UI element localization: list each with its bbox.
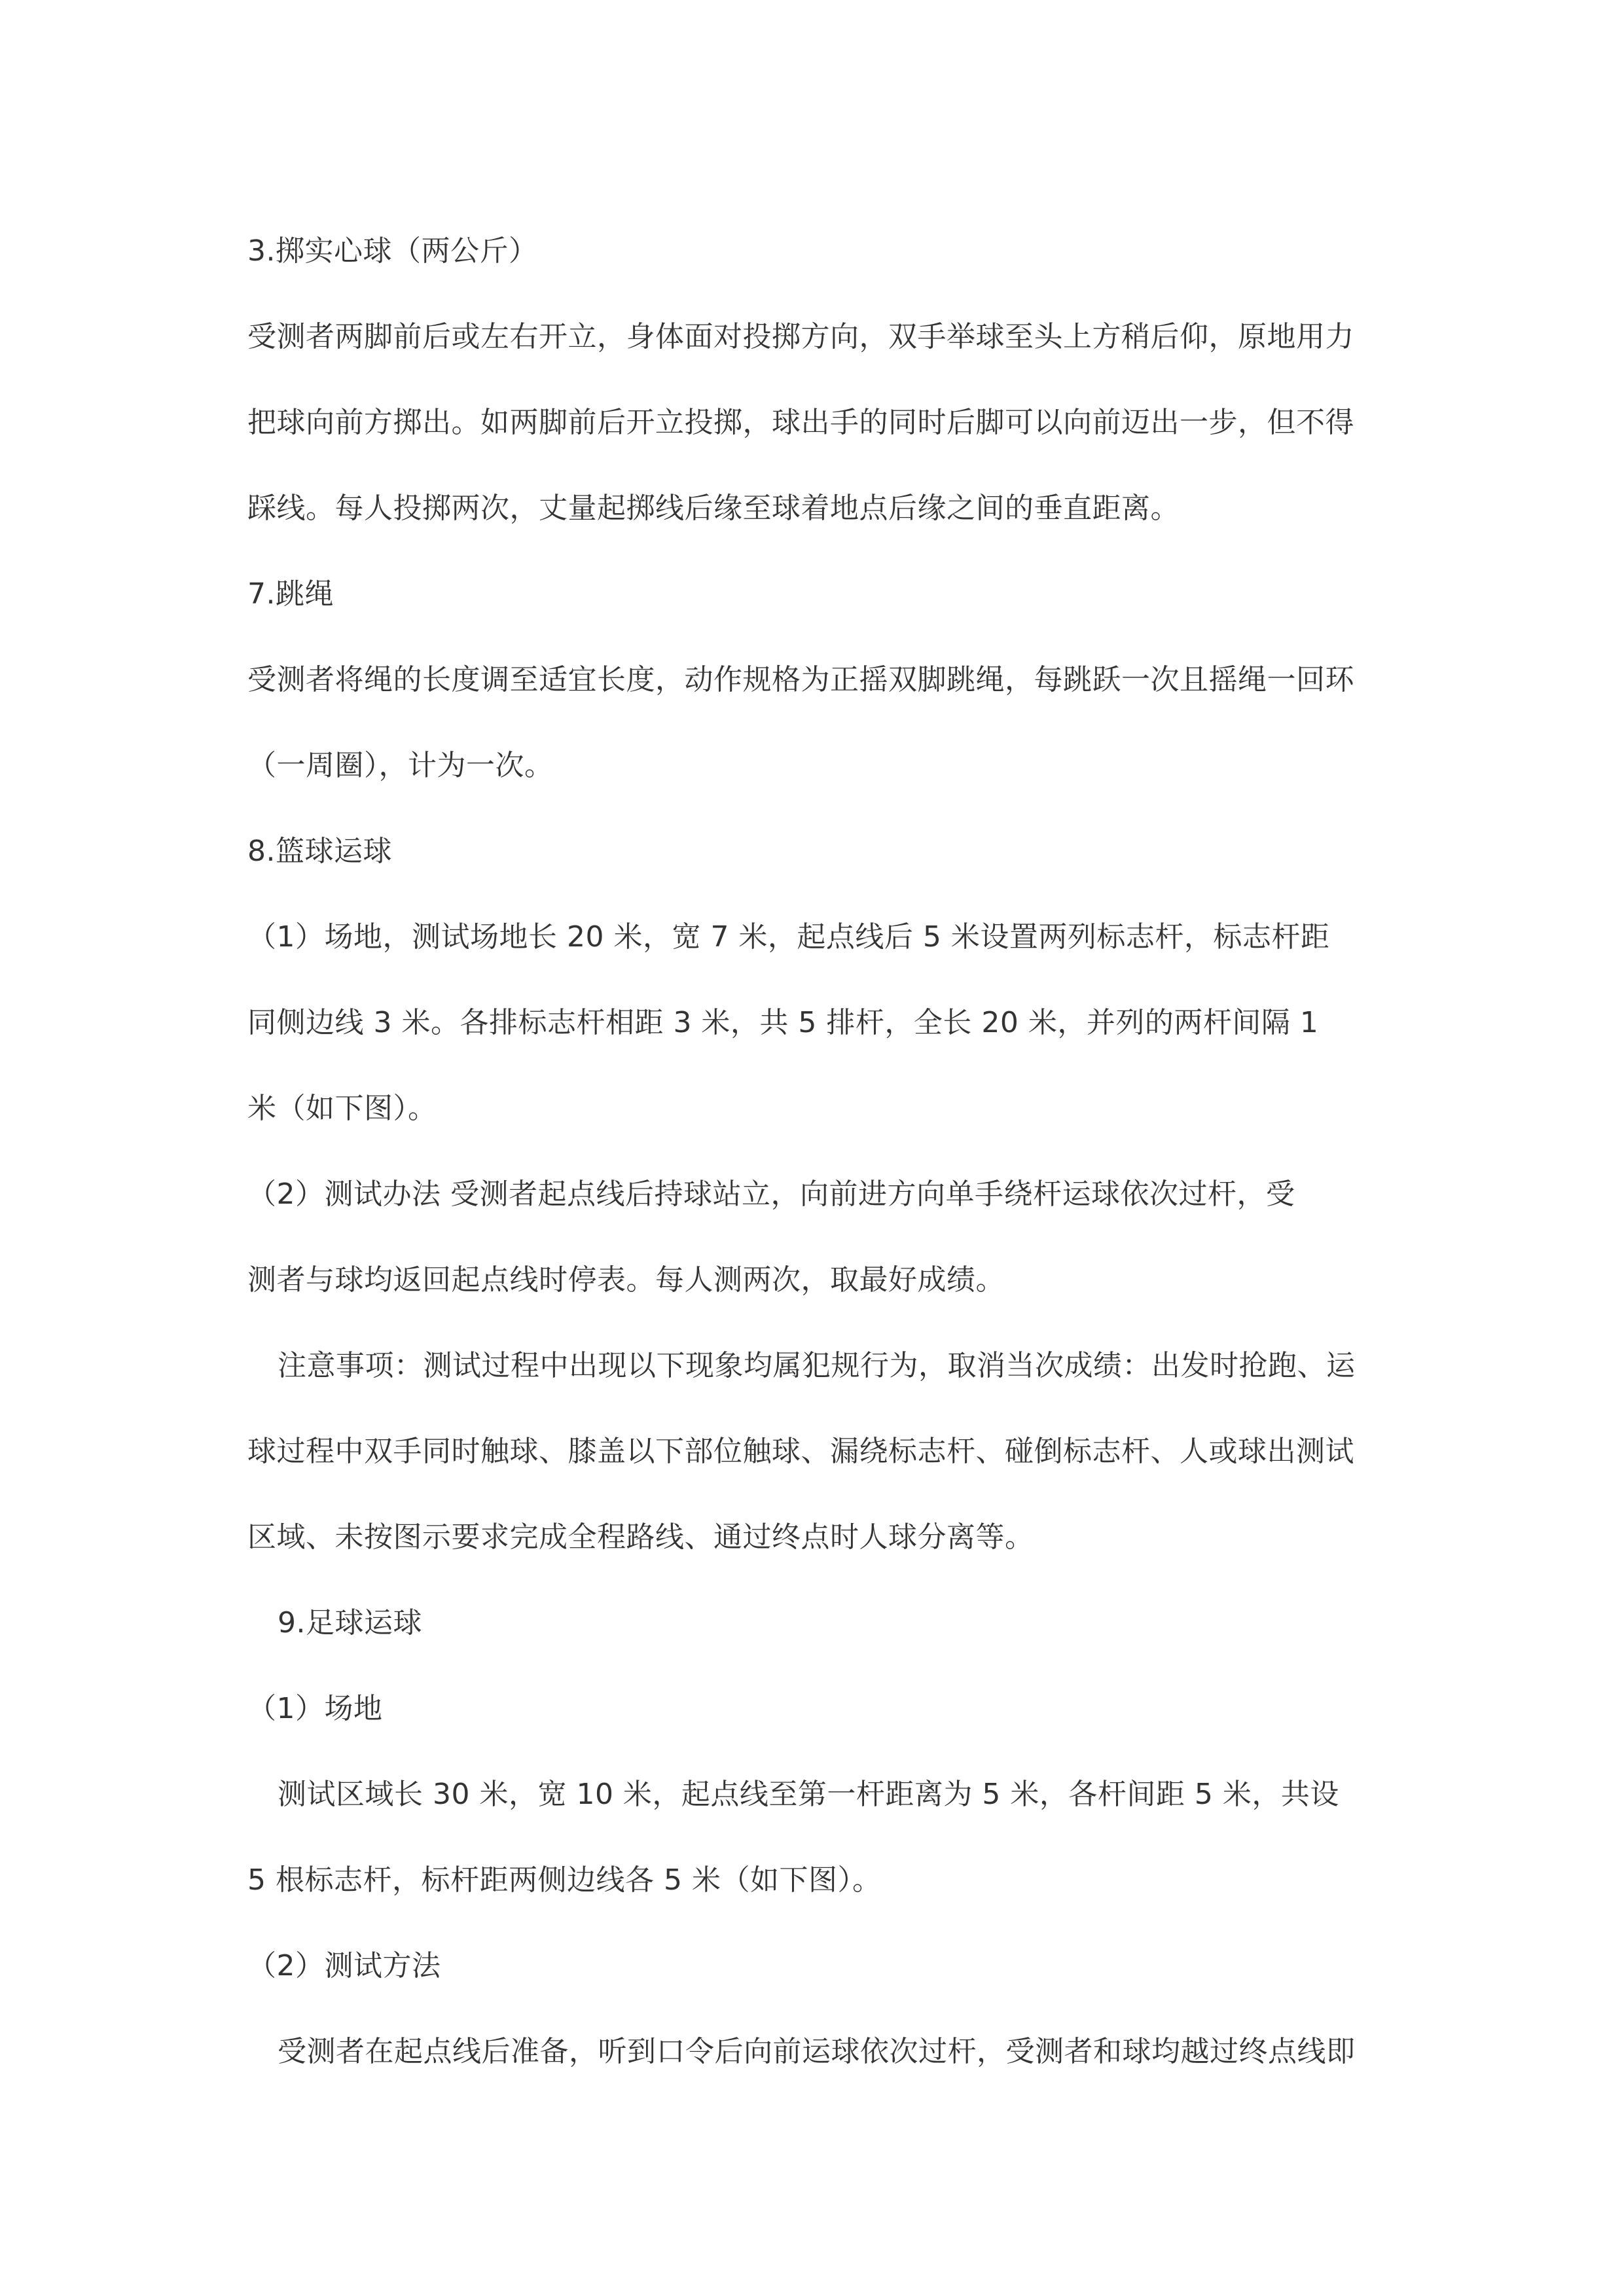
- notes-line: 注意事项：测试过程中出现以下现象均属犯规行为，取消当次成绩：出发时抢跑、运: [278, 1349, 1356, 1382]
- paragraph-line: 测者与球均返回起点线时停表。每人测两次，取最好成绩。: [247, 1263, 1005, 1297]
- paragraph-line: 5 根标志杆，标杆距两侧边线各 5 米（如下图）。: [247, 1863, 882, 1897]
- subheading-test-method: （2）测试方法: [247, 1949, 441, 1982]
- paragraph-line: （一周圈），计为一次。: [247, 749, 554, 782]
- heading-basketball-dribble: 8.篮球运球: [247, 834, 392, 868]
- subheading-field: （1）场地: [247, 1692, 383, 1725]
- paragraph-line: 把球向前方掷出。如两脚前后开立投掷，球出手的同时后脚可以向前迈出一步，但不得: [247, 406, 1354, 439]
- paragraph-line: （2）测试办法 受测者起点线后持球站立，向前进方向单手绕杆运球依次过杆，受: [247, 1177, 1295, 1211]
- paragraph-line: 米（如下图）。: [247, 1092, 437, 1125]
- paragraph-line: 区域、未按图示要求完成全程路线、通过终点时人球分离等。: [247, 1520, 1034, 1554]
- heading-shot-put: 3.掷实心球（两公斤）: [247, 234, 538, 268]
- paragraph-line: 受测者两脚前后或左右开立，身体面对投掷方向，双手举球至头上方稍后仰，原地用力: [247, 320, 1354, 353]
- document-body: [247, 208, 1386, 2094]
- paragraph-line: （1）场地，测试场地长 20 米，宽 7 米，起点线后 5 米设置两列标志杆，标志杆距: [247, 920, 1330, 954]
- heading-jump-rope: 7.跳绳: [247, 577, 334, 611]
- paragraph-line: 球过程中双手同时触球、膝盖以下部位触球、漏绕标志杆、碰倒标志杆、人或球出测试: [247, 1435, 1354, 1468]
- paragraph-line: 测试区域长 30 米，宽 10 米，起点线至第一杆距离为 5 米，各杆间距 5 米，共设: [278, 1778, 1339, 1811]
- paragraph-line: 受测者将绳的长度调至适宜长度，动作规格为正摇双脚跳绳，每跳跃一次且摇绳一回环: [247, 663, 1354, 696]
- paragraph-line: 受测者在起点线后准备，听到口令后向前运球依次过杆，受测者和球均越过终点线即: [278, 2035, 1356, 2068]
- paragraph-line: 同侧边线 3 米。各排标志杆相距 3 米，共 5 排杆，全长 20 米，并列的两杆间隔 1: [247, 1006, 1319, 1039]
- heading-football-dribble: 9.足球运球: [278, 1606, 422, 1640]
- paragraph-line: 踩线。每人投掷两次，丈量起掷线后缘至球着地点后缘之间的垂直距离。: [247, 492, 1180, 525]
